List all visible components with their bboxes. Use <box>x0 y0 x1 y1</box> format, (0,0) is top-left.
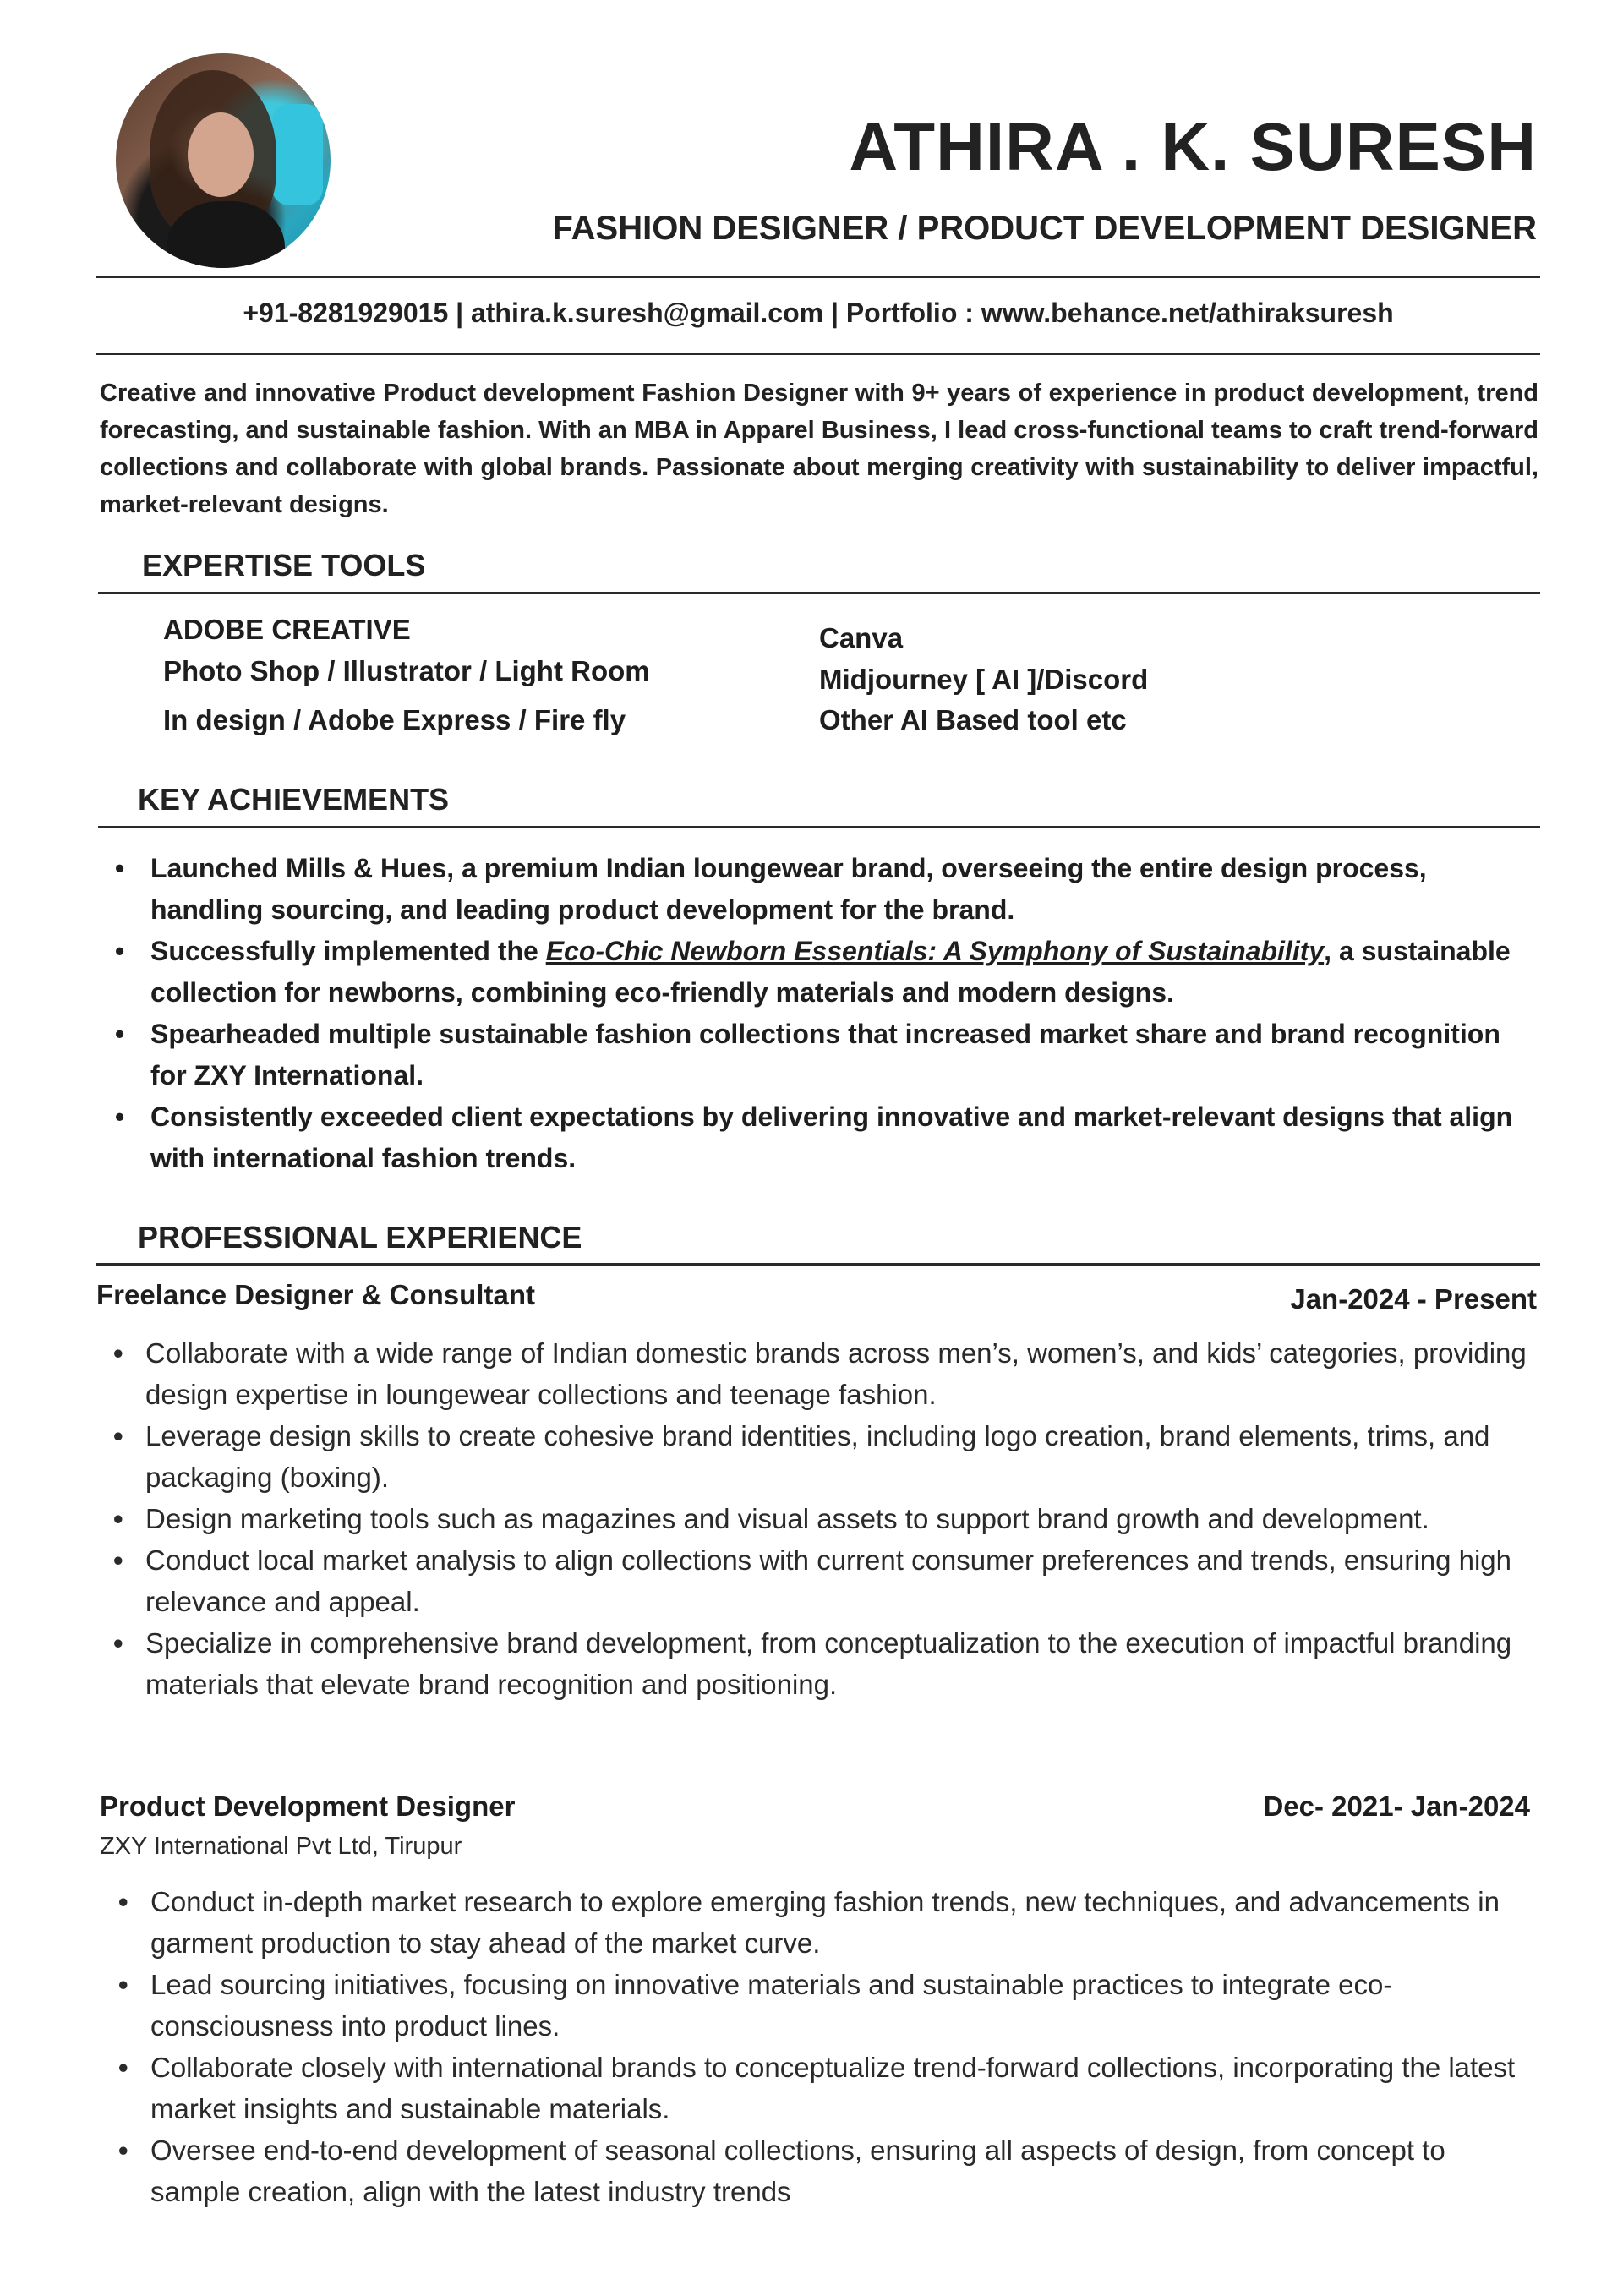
list-item: • Collaborate with a wide range of Indian domestic brands across men’s, women’s, and kids’ categories, providing design expertise in loungewear collections and teenage fashion. <box>96 1332 1550 1415</box>
achievement-item <box>98 931 1544 1014</box>
tool-left-1: ADOBE CREATIVE <box>163 614 411 645</box>
section-title-tools: EXPERTISE TOOLS <box>142 548 426 582</box>
profile-summary: Creative and innovative Product development Fashion Designer with 9+ years of experience in product development, trend forecasting, and sustainable fashion. With an MBA in Apparel Business, I lead cross-functional teams to craft trend-forward collections and collaborate with global brands. Passionate about merging creativity with sustainability to deliver impactful, market-relevant designs. <box>100 380 1538 518</box>
achievement-text: Successfully implemented the <box>150 936 546 966</box>
candidate-name: ATHIRA . K. SURESH <box>849 109 1537 184</box>
achievements-divider <box>98 826 1540 828</box>
tool-right-3: Other AI Based tool etc <box>819 704 1127 735</box>
achievement-item: • Spearheaded multiple sustainable fashion collections that increased market share and brand recognition for ZXY International. <box>98 1014 1544 1096</box>
header-divider-top <box>96 276 1540 278</box>
tool-left-3: In design / Adobe Express / Fire fly <box>163 704 626 735</box>
job-company-2: ZXY International Pvt Ltd, Tirupur <box>100 1833 462 1860</box>
header-divider-bottom <box>96 353 1540 355</box>
job-title-2: Product Development Designer <box>100 1790 516 1822</box>
tool-right-2: Midjourney [ AI ]/Discord <box>819 664 1149 695</box>
photo-background <box>272 104 323 205</box>
achievement-text: , a sustainable collection for newborns, combining eco-friendly materials and modern designs. <box>150 936 1511 1008</box>
list-item: • Conduct local market analysis to align collections with current consumer preferences and trends, ensuring high relevance and appeal. <box>96 1539 1550 1622</box>
list-item: • Design marketing tools such as magazines and visual assets to support brand growth and development. <box>96 1498 1550 1539</box>
job-dates-1: Jan-2024 - Present <box>1290 1283 1537 1315</box>
tool-left-2: Photo Shop / Illustrator / Light Room <box>163 655 650 686</box>
achievements-list <box>98 848 1544 1179</box>
list-item: • Conduct in-depth market research to explore emerging fashion trends, new techniques, and advancements in garment production to stay ahead of the market curve. <box>101 1881 1538 1964</box>
list-item: • Leverage design skills to create cohesive brand identities, including logo creation, brand elements, trims, and packaging (boxing). <box>96 1415 1550 1498</box>
list-item: • Lead sourcing initiatives, focusing on innovative materials and sustainable practices to integrate eco-consciousness into product lines. <box>101 1964 1538 2047</box>
job-dates-2: Dec- 2021- Jan-2024 <box>1263 1790 1530 1822</box>
contact-line[interactable]: +91-8281929015 | athira.k.suresh@gmail.com | Portfolio : www.behance.net/athiraksuresh <box>243 298 1394 328</box>
job-bullets-2 <box>101 1881 1538 2212</box>
list-item: • Specialize in comprehensive brand development, from conceptualization to the execution of impactful branding materials that elevate brand recognition and positioning. <box>96 1622 1550 1705</box>
section-title-achievements: KEY ACHIEVEMENTS <box>138 782 450 817</box>
section-title-experience: PROFESSIONAL EXPERIENCE <box>138 1220 582 1255</box>
profile-photo <box>116 53 331 268</box>
candidate-role: FASHION DESIGNER / PRODUCT DEVELOPMENT DESIGNER <box>552 210 1537 247</box>
job-bullets-1 <box>96 1332 1550 1705</box>
tool-right-1: Canva <box>819 622 904 653</box>
achievement-item: • Launched Mills & Hues, a premium Indian loungewear brand, overseeing the entire design process, handling sourcing, and leading product development for the brand. <box>98 848 1544 931</box>
tools-divider <box>98 592 1540 594</box>
job-title-1: Freelance Designer & Consultant <box>96 1279 535 1310</box>
achievement-item: • Consistently exceeded client expectations by delivering innovative and market-relevant designs that align with international fashion trends. <box>98 1096 1544 1179</box>
photo-face <box>188 112 254 197</box>
experience-divider <box>96 1263 1540 1266</box>
list-item: • Oversee end-to-end development of seasonal collections, ensuring all aspects of design, from concept to sample creation, align with the latest industry trends <box>101 2129 1538 2212</box>
list-item: • Collaborate closely with international brands to conceptualize trend-forward collections, incorporating the latest market insights and sustainable materials. <box>101 2047 1538 2129</box>
collection-link[interactable]: Eco-Chic Newborn Essentials: A Symphony of Sustainability <box>545 936 1325 966</box>
